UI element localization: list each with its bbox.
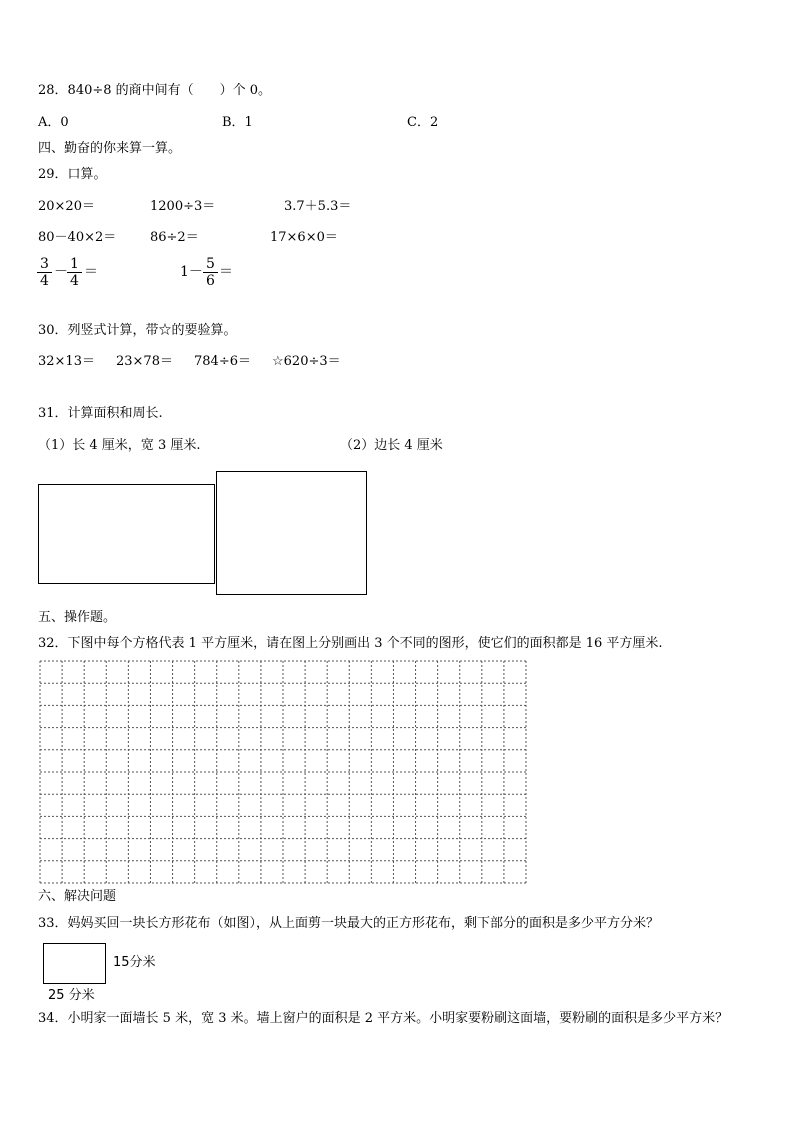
fraction-5-6 [203,256,218,289]
q28-option-c: C．2 [407,115,439,130]
q29-item-5: 86÷2＝ [150,230,199,245]
q34-stem: 34．小明家一面墙长 5 米，宽 3 米。墙上窗户的面积是 2 平方米。小明家要粉刷这面墙，要粉刷的面积是多少平方米？ [38,1011,729,1026]
q31-part2: （2）边长 4 厘米 [340,438,443,453]
q31-stem: 31．计算面积和周长. [38,406,163,421]
fraction-numerator: 3 [37,256,52,273]
q29-item-3: 3.7＋5.3＝ [284,199,352,214]
section5-title: 五、操作题。 [38,610,117,625]
fraction-numerator: 5 [203,256,218,273]
one-minus: 1－ [180,264,203,280]
q29-item-1: 20×20＝ [38,199,95,214]
section6-title: 六、解决问题 [38,889,117,904]
cloth-length-label: 25 分米 [48,988,95,1003]
q32-stem: 32．下图中每个方格代表 1 平方厘米，请在图上分别画出 3 个不同的图形，使它们的面积都是 16 平方厘米. [38,636,663,651]
q29-item-6: 17×6×0＝ [270,230,338,245]
q30-item-4: ☆620÷3＝ [272,354,341,369]
q28-stem: 28．840÷8 的商中间有（ ）个 0。 [38,83,272,98]
fraction-denominator: 6 [206,273,215,289]
fraction-denominator: 4 [40,273,49,289]
section4-title: 四、勤奋的你来算一算。 [38,141,182,156]
q31-part1: （1）长 4 厘米，宽 3 厘米. [38,438,201,453]
q28-option-b: B．1 [222,115,253,130]
equals-sign: ＝ [219,264,233,280]
q29-item-4: 80－40×2＝ [38,230,117,245]
fraction-1-4 [67,256,82,289]
q30-item-1: 32×13＝ [38,354,95,369]
rectangle-figure [38,484,215,584]
q29-stem: 29．口算。 [38,167,107,182]
fraction-numerator: 1 [67,256,82,273]
minus-operator: － [54,264,68,280]
q33-stem: 33．妈妈买回一块长方形花布（如图），从上面剪一块最大的正方形花布，剩下部分的面积是多少平方分米？ [38,916,660,931]
square-figure [216,471,367,595]
q28-option-a: A．0 [38,115,69,130]
q29-item-2: 1200÷3＝ [150,199,216,214]
dotted-grid [39,660,529,886]
q30-stem: 30．列竖式计算，带☆的要验算。 [38,323,237,338]
fraction-denominator: 4 [70,273,79,289]
cloth-rectangle [43,943,106,984]
q30-item-3: 784÷6＝ [194,354,251,369]
q30-item-2: 23×78＝ [116,354,173,369]
fraction-3-4 [37,256,52,289]
equals-sign: ＝ [84,264,98,280]
cloth-width-label: 15分米 [113,955,156,970]
